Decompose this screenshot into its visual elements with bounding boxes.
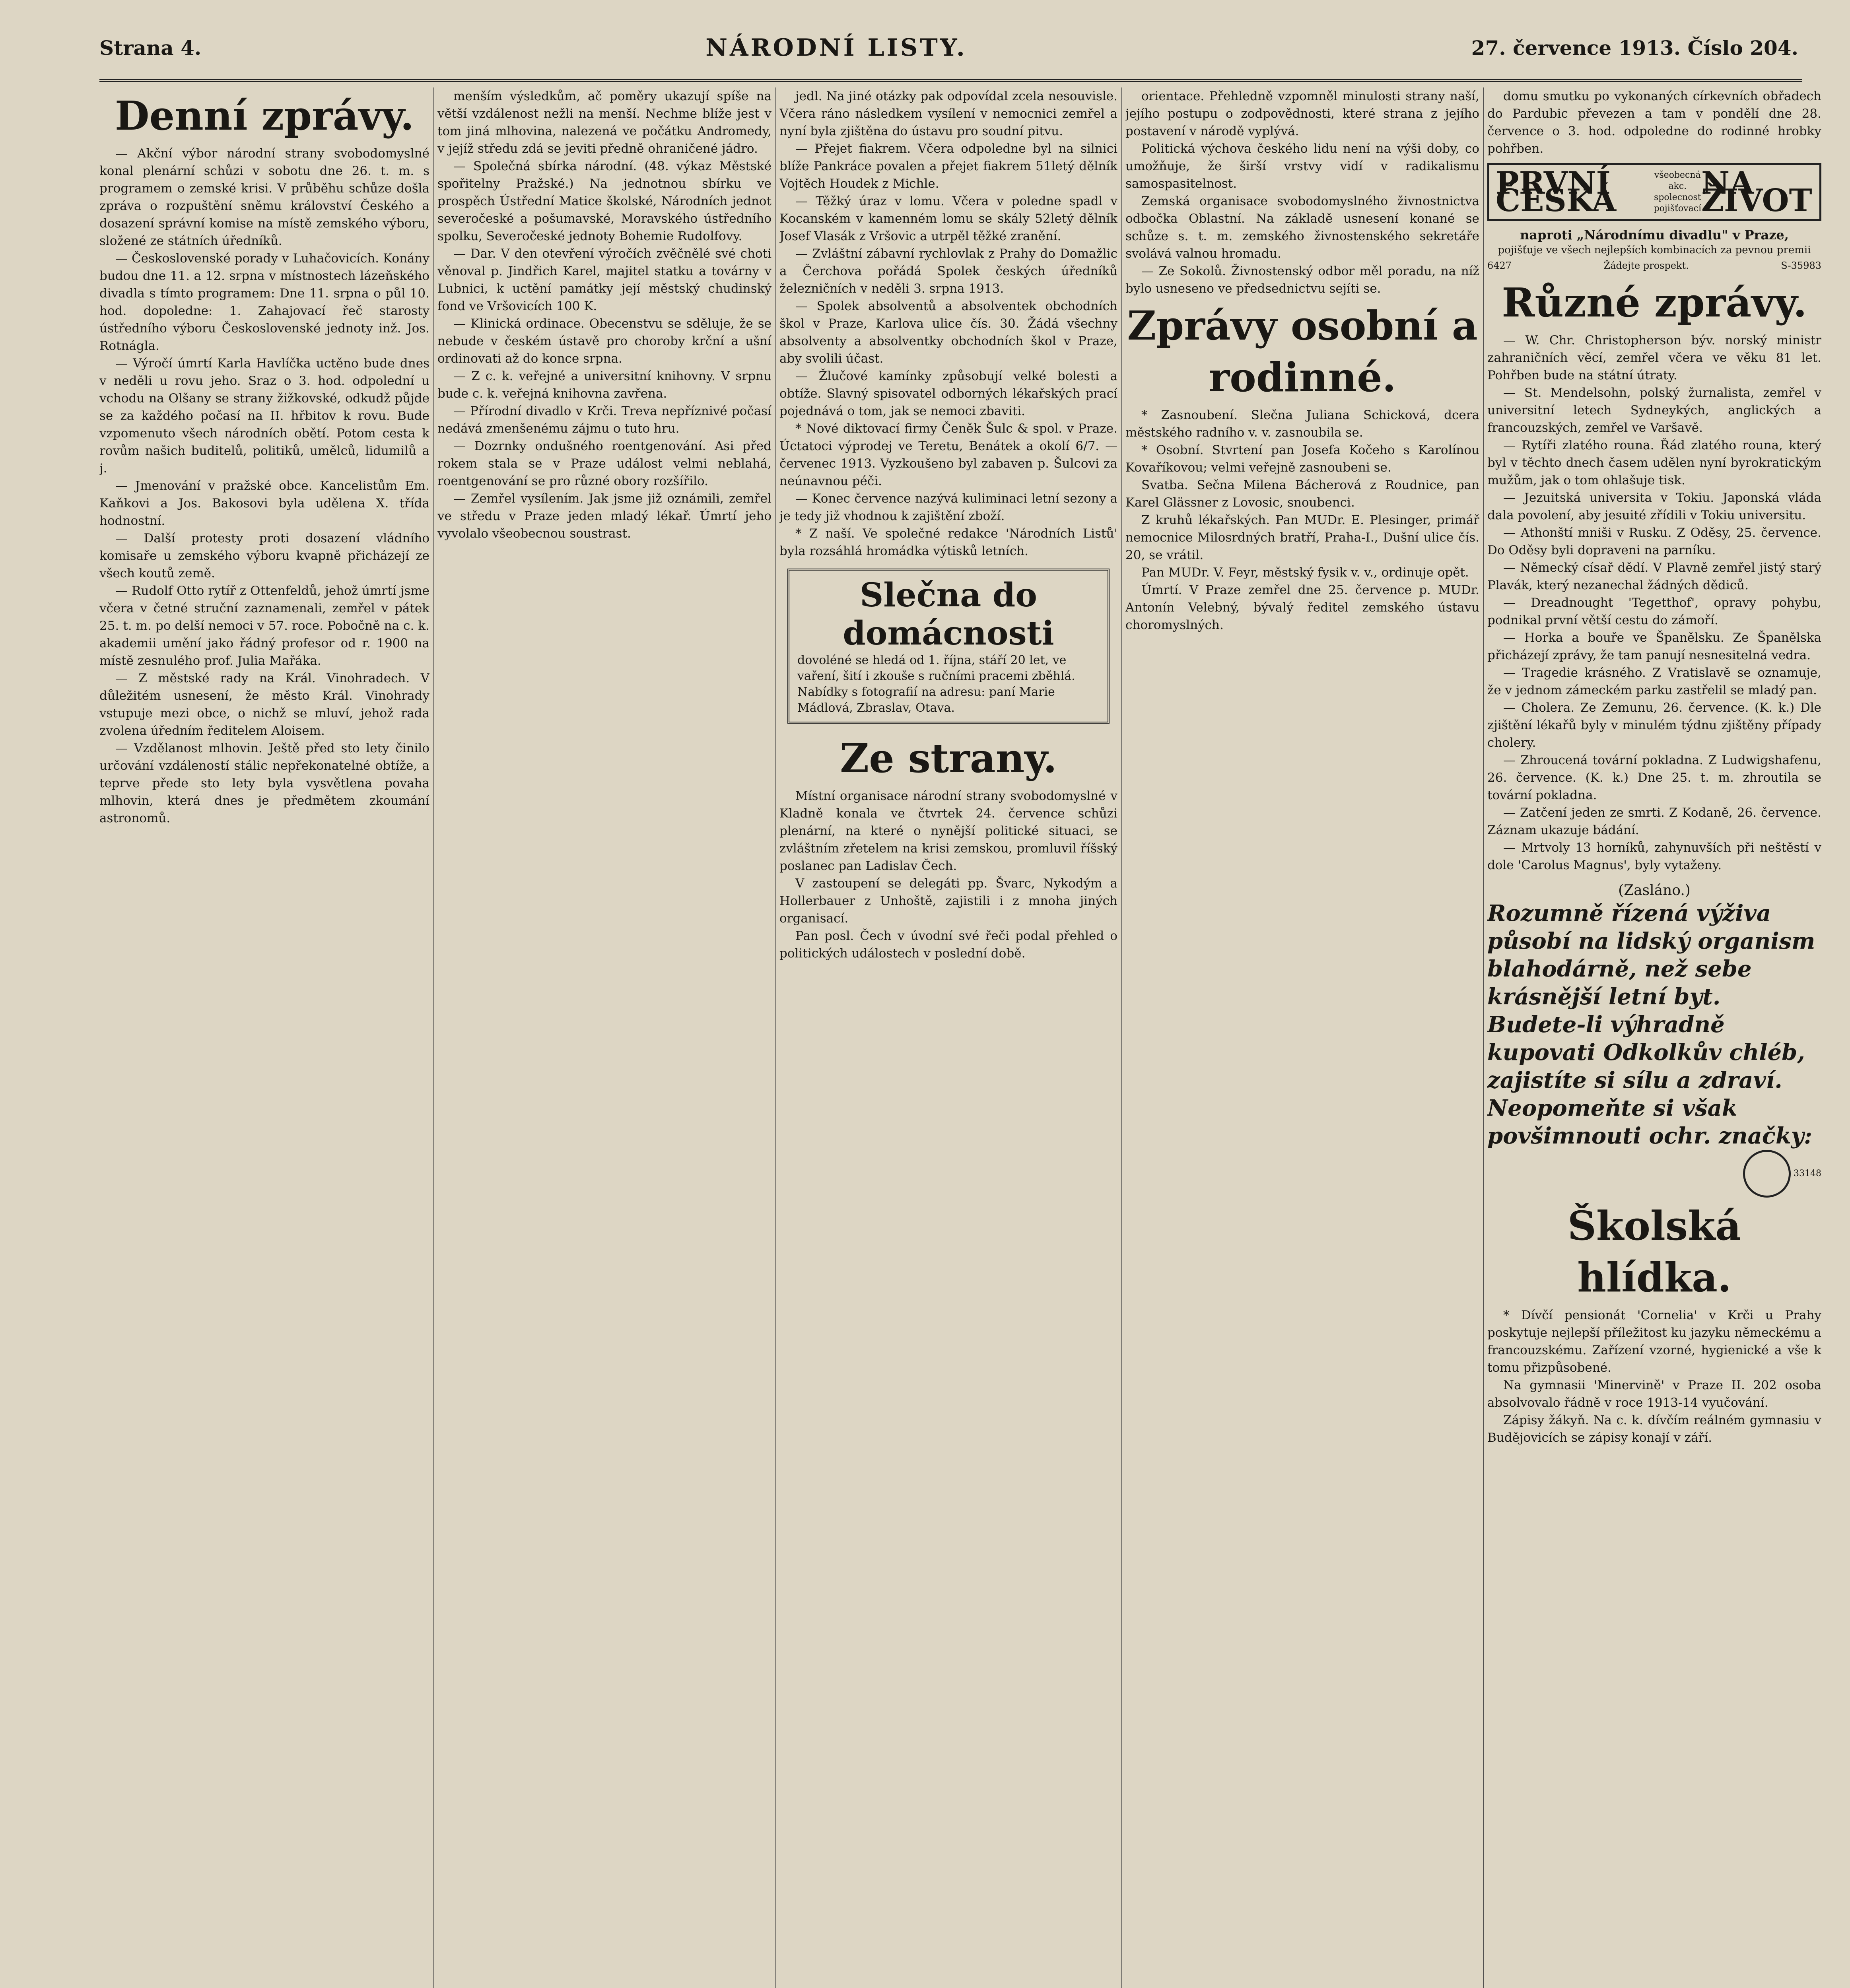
article: V zastoupení se delegáti pp. Švarc, Nykodým a Hollerbauer z Unhoště, zajistili i z mnoha jiných organisací. [779,876,1117,926]
column-divider [433,87,434,1988]
issue-date: 27. července 1913. Číslo 204. [1471,36,1798,60]
logo-number: 33148 [1794,1169,1821,1178]
article: — Zvláštní zábavní rychlovlak z Prahy do Domažlic a Čerchova pořádá Spolek českých úředníků železničních v neděli 3. srpna 1913. [779,247,1117,296]
article: — Rytíři zlatého rouna. Řád zlatého rouna, který byl v těchto dnech časem udělen nyní byrokratickým mužům, jak o tom ohlašuje tisk. [1487,438,1821,487]
article: * Dívčí pensionát 'Cornelia' v Krči u Prahy poskytuje nejlepší příležitost ku jazyku německému a francouzskému. Zařízení vzorné, hygienické a vše k tomu přizpůsobené. [1487,1308,1821,1375]
column-4 [1125,87,1479,1988]
article: jedl. Na jiné otázky pak odpovídal zcela nesouvisle. Včera ráno následkem vysílení v nemocnici zemřel a nyní byla zjištěna do ústavu pro soudní pitvu. [779,89,1117,138]
column-1 [99,87,429,1988]
article: Pan MUDr. V. Feyr, městský fysik v. v., ordinuje opět. [1141,565,1469,580]
article: — Další protesty proti dosazení vládního komisaře u zemského výboru kvapně přicházejí ze všech koutů země. [99,531,429,580]
zaslano-slogan: Rozumně řízená výživa působí na lidský organism blahodárně, než sebe krásnější letní byt. Budete-li výhradně kupovati Odkolkův chléb, zajistíte si sílu a zdraví. Neopomeňte si však povšimnouti ochr. značky: [1487,900,1815,1149]
article: — Německý císař dědí. V Plavně zemřel jistý starý Plavák, který nezanechal žádných dědiců. [1487,561,1821,592]
article: Svatba. Sečna Milena Bácherová z Roudnice, pan Karel Glässner z Lovosic, snoubenci. [1125,478,1479,510]
section-heading-misc: Různé zprávy. [1502,279,1807,326]
column-divider [1121,87,1122,1988]
article: Pan posl. Čech v úvodní své řeči podal přehled o politických událostech v poslední době. [779,929,1117,961]
ad-title: Slečna do domácnosti [843,576,1054,652]
article: — Athonští mniši v Rusku. Z Oděsy, 25. července. Do Oděsy byli dopraveni na parníku. [1487,526,1821,557]
article: Úmrtí. V Praze zemřel dne 25. července p. MUDr. Antonín Velebný, bývalý ředitel zemského ústavu choromyslných. [1125,583,1479,632]
article: domu smutku po vykonaných církevních obřadech do Pardubic převezen a tam v pondělí dne 28. července o 3. hod. odpoledne do rodinné hrobky pohřben. [1487,89,1821,156]
article: — Cholera. Ze Zemunu, 26. července. (K. k.) Dle zjištění lékařů byly v minulém týdnu zjištěny případy cholery. [1487,701,1821,750]
article: — Přírodní divadlo v Krči. Treva nepříznivé počasí nedává zmenšenému zájmu o tuto hru. [437,404,771,436]
ad-foot-mid: Žádejte prospekt. [1603,260,1689,271]
article: orientace. Přehledně vzpomněl minulosti strany naší, jejího postupu o zodpovědnosti, které strana z jejího postavení v národě vyplývá. [1125,89,1479,138]
newspaper-title: NÁRODNÍ LISTY. [705,34,967,62]
header-rule [99,79,1802,82]
article: — Dozrnky ondušného roentgenování. Asi před rokem stala se v Praze událost velmi neblahá, roentgenování se pro různé obory rozšířilo. [437,439,771,488]
article: Na gymnasii 'Minervině' v Praze II. 202 osoba absolvovalo řádně v roce 1913-14 vyučování. [1487,1378,1821,1410]
article: — Výročí úmrtí Karla Havlíčka uctěno bude dnes v neděli u rovu jeho. Sraz o 3. hod. odpolední u vchodu na Olšany se strany žižkovské, odkudž půjde se za každého počasí na II. hřbitov k rovu. Bude vzpomenuto všech národních obětí. Potom cesta k rovům našich buditelů, politiků, umělců, lidumilů a j. [99,356,429,476]
article: — Dar. V den otevření výročích zvěčnělé své choti věnoval p. Jindřich Karel, majitel statku a továrny v Lubnici, k uctění památky její městský chudinský fond ve Vršovicích 100 K. [437,247,771,313]
section-heading-domestic: Denní zprávy. [115,92,414,139]
section-heading-school: Školská hlídka. [1567,1202,1741,1301]
article: — Zatčení jeden ze smrti. Z Kodaně, 26. července. Záznam ukazuje bádání. [1487,806,1821,837]
ad-brand-left: PRVNÍ ČESKÁ [1496,165,1617,219]
article: — St. Mendelsohn, polský žurnalista, zemřel v universitní letech Sydneykých, anglických a francouzských, zemřel ve Varšavě. [1487,386,1821,435]
page-header [99,24,1798,72]
article: — Z c. k. veřejné a universitní knihovny. V srpnu bude c. k. veřejná knihovna zavřena. [437,369,771,401]
ad-brand-right: NA ŽIVOT [1701,165,1812,219]
article: — Žlučové kamínky způsobují velké bolesti a obtíže. Slavný spisovatel odborných lékařských prací pojednává o tom, jak se nemoci zbaviti. [779,369,1117,418]
article: Z kruhů lékařských. Pan MUDr. E. Plesinger, primář nemocnice Milosrdných bratří, Praha-I., Dušní ulice čís. 20, se vrátil. [1125,513,1479,562]
article: — Ze Sokolů. Živnostenský odbor měl poradu, na níž bylo usneseno ve předsednictvu sejíti se. [1125,264,1479,296]
ad-foot-left: 6427 [1487,260,1512,271]
ad-middle: všeobecná akc. spolecnost pojišťovací [1654,170,1702,214]
article: — Konec července nazývá kuliminaci letní sezony a je tedy již vhodnou k zajištění zboží. [779,491,1117,523]
article: Zápisy žákyň. Na c. k. dívčím reálném gymnasiu v Budějovicích se zápisy konají v září. [1487,1413,1821,1445]
article: — Akční výbor národní strany svobodomyslné konal plenární schůzi v sobotu dne 26. t. m. s programem o zemské krisi. V průběhu schůze došla zpráva o rozpuštění sněmu království Českého a dosazení správní komise na místě zemského výboru, složené ze státních úředníků. [99,146,429,248]
article: Místní organisace národní strany svobodomyslné v Kladně konala ve čtvrtek 24. července schůzi plenární, na které o nynější politické situaci, se zvláštním zřetelem na krisi zemskou, promluvil říšský poslanec pan Ladislav Čech. [779,789,1117,873]
article: — Zemřel vysílením. Jak jsme již oznámili, zemřel ve středu v Praze jeden mladý lékař. Úmrtí jeho vyvolalo všeobecnou soustrast. [437,491,771,541]
section-heading-party: Ze strany. [840,735,1057,782]
section-heading-personal: Zprávy osobní a rodinné. [1127,302,1478,401]
article: * Osobní. Stvrtení pan Josefa Kočeho s Karolínou Kovaříkovou; velmi veřejně zasnoubeni se. [1125,443,1479,475]
article: * Nové diktovací firmy Čeněk Šulc & spol. v Praze. Úctatoci výprodej ve Teretu, Benátek a okolí 6/7. — červenec 1913. Vyzkoušeno byl zabaven p. Šulcovi za neúnavnou péči. [779,421,1117,488]
article: — Společná sbírka národní. (48. výkaz Městské spořitelny Pražské.) Na jednotnou sbírku ve prospěch Ústřední Matice školské, Národních jednot severočeské a pošumavské, Moravského ústředního spolku, Severočeské jednoty Bohemie Rudolfovy. [437,159,771,243]
article: — Horka a bouře ve Španělsku. Ze Španělska přicházejí zprávy, že tam panují nesnesitelná vedra. [1487,631,1821,662]
article: — Klinická ordinace. Obecenstvu se sděluje, že se nebude v českém ústavě pro choroby krční a ušní ordinovati až do konce srpna. [437,316,771,366]
article: Zemská organisace svobodomyslného živnostnictva odbočka Oblastní. Na základě usnesení konané se schůze s. t. m. zemského živnostenského sekretáře svolává valnou hromadu. [1125,194,1479,261]
article: — Jezuitská universita v Tokiu. Japonská vláda dala povolení, aby jesuité zřídili v Tokiu universitu. [1487,491,1821,522]
article: * Zasnoubení. Slečna Juliana Schicková, dcera městského radního v. v. zasnoubila se. [1125,408,1479,440]
column-3 [779,87,1117,1988]
article: — W. Chr. Christopherson býv. norský ministr zahraničních věcí, zemřel včera ve věku 81 let. Pohřben bude na státní útraty. [1487,333,1821,382]
article: — Jmenování v pražské obce. Kancelistům Em. Kaňkovi a Jos. Bakosovi byla udělena X. třída hodnostní. [99,479,429,528]
ad-text: dovoléné se hledá od 1. října, stáří 20 let, ve vaření, šití i zkouše s ručními pracemi zběhlá. Nabídky s fotografií na adresu: paní Marie Mádlová, Zbraslav, Otava. [797,653,1075,715]
article: Politická výchova českého lidu není na výši doby, co umožňuje, že širší vrstvy vidí v radikalismu samospasitelnost. [1125,142,1479,191]
article: — Rudolf Otto rytíř z Ottenfeldů, jehož úmrtí jsme včera v četné struční zaznamenali, zemřel v pátek 25. t. m. po delší nemoci v 57. roce. Pobočně na c. k. akademii umění jako řádný profesor od r. 1900 na místě zesnulého prof. Julia Mařáka. [99,584,429,668]
odkolek-logo-icon [1743,1150,1791,1198]
page-number: Strana 4. [99,36,202,60]
zaslano-label: (Zasláno.) [1618,882,1691,899]
article: — Těžký úraz v lomu. Včera v poledne spadl v Kocanském v kamenném lomu se skály 52letý dělník Josef Vlasák z Vršovic a utrpěl těžké zranění. [779,194,1117,243]
article: — Přejet fiakrem. Včera odpoledne byl na silnici blíže Pankráce povalen a přejet fiakrem 51letý dělník Vojtěch Houdek z Michle. [779,142,1117,191]
article: — Československé porady v Luhačovicích. Konány budou dne 11. a 12. srpna v místnostech lázeňského divadla s tímto programem: Dne 11. srpna o půl 10. hod. dopoledne: 1. Zahajovací řeč starosty ústředního výboru Československé jednoty inž. Jos. Rotnágla. [99,251,429,353]
article: — Dreadnought 'Tegetthof', opravy pohybu, podnikal první větší cestu do zámoří. [1487,596,1821,627]
article: — Spolek absolventů a absolventek obchodních škol v Praze, Karlova ulice čís. 30. Žádá všechny absolventy a absolventky obchodních škol v Praze, aby svolili účast. [779,299,1117,366]
column-5 [1487,87,1821,1988]
column-divider [775,87,776,1988]
ad-line: naproti „Národnímu divadlu" v Praze, [1520,227,1789,243]
column-divider [1483,87,1484,1988]
ad-small: pojišťuje ve všech nejlepších kombinacích za pevnou premii [1498,244,1811,256]
article: menším výsledkům, ač poměry ukazují spíše na větší vzdálenost nežli na menší. Nechme blíže jest v tom jiná mlhovina, nalezená ve počátku Andromedy, v jejíž středu zdá se jeviti předně ohraničené jádro. [437,89,771,156]
article: — Vzdělanost mlhovin. Ještě před sto lety činilo určování vzdáleností stálic nepřekonatelné obtíže, a teprve přede sto lety byla vysvětlena povaha mlhovin, která dnes je předmětem zkoumání astronomů. [99,741,429,825]
article: * Z naší. Ve společné redakce 'Národních Listů' byla rozsáhlá hromádka výtisků letních. [779,526,1117,558]
ad-pojistovna [1487,163,1821,221]
ad-slecna [787,569,1110,724]
trademark-logo [1487,1150,1821,1198]
column-2 [437,87,771,1988]
ad-foot-right: S-35983 [1781,260,1821,271]
article: — Zhroucená tovární pokladna. Z Ludwigshafenu, 26. července. (K. k.) Dne 25. t. m. zhroutila se tovární pokladna. [1487,753,1821,802]
ad-footer [1487,257,1821,274]
article: — Tragedie krásného. Z Vratislavě se oznamuje, že v jednom zámeckém parku zastřelil se mladý pan. [1487,666,1821,697]
article: — Z městské rady na Král. Vinohradech. V důležitém usnesení, že město Král. Vinohrady vstupuje mezi obce, o nichž se mluví, jehož rada zvolena úředním ředitelem Aloisem. [99,671,429,738]
article: — Mrtvoly 13 horníků, zahynuvších při neštěstí v dole 'Carolus Magnus', byly vytaženy. [1487,841,1821,872]
